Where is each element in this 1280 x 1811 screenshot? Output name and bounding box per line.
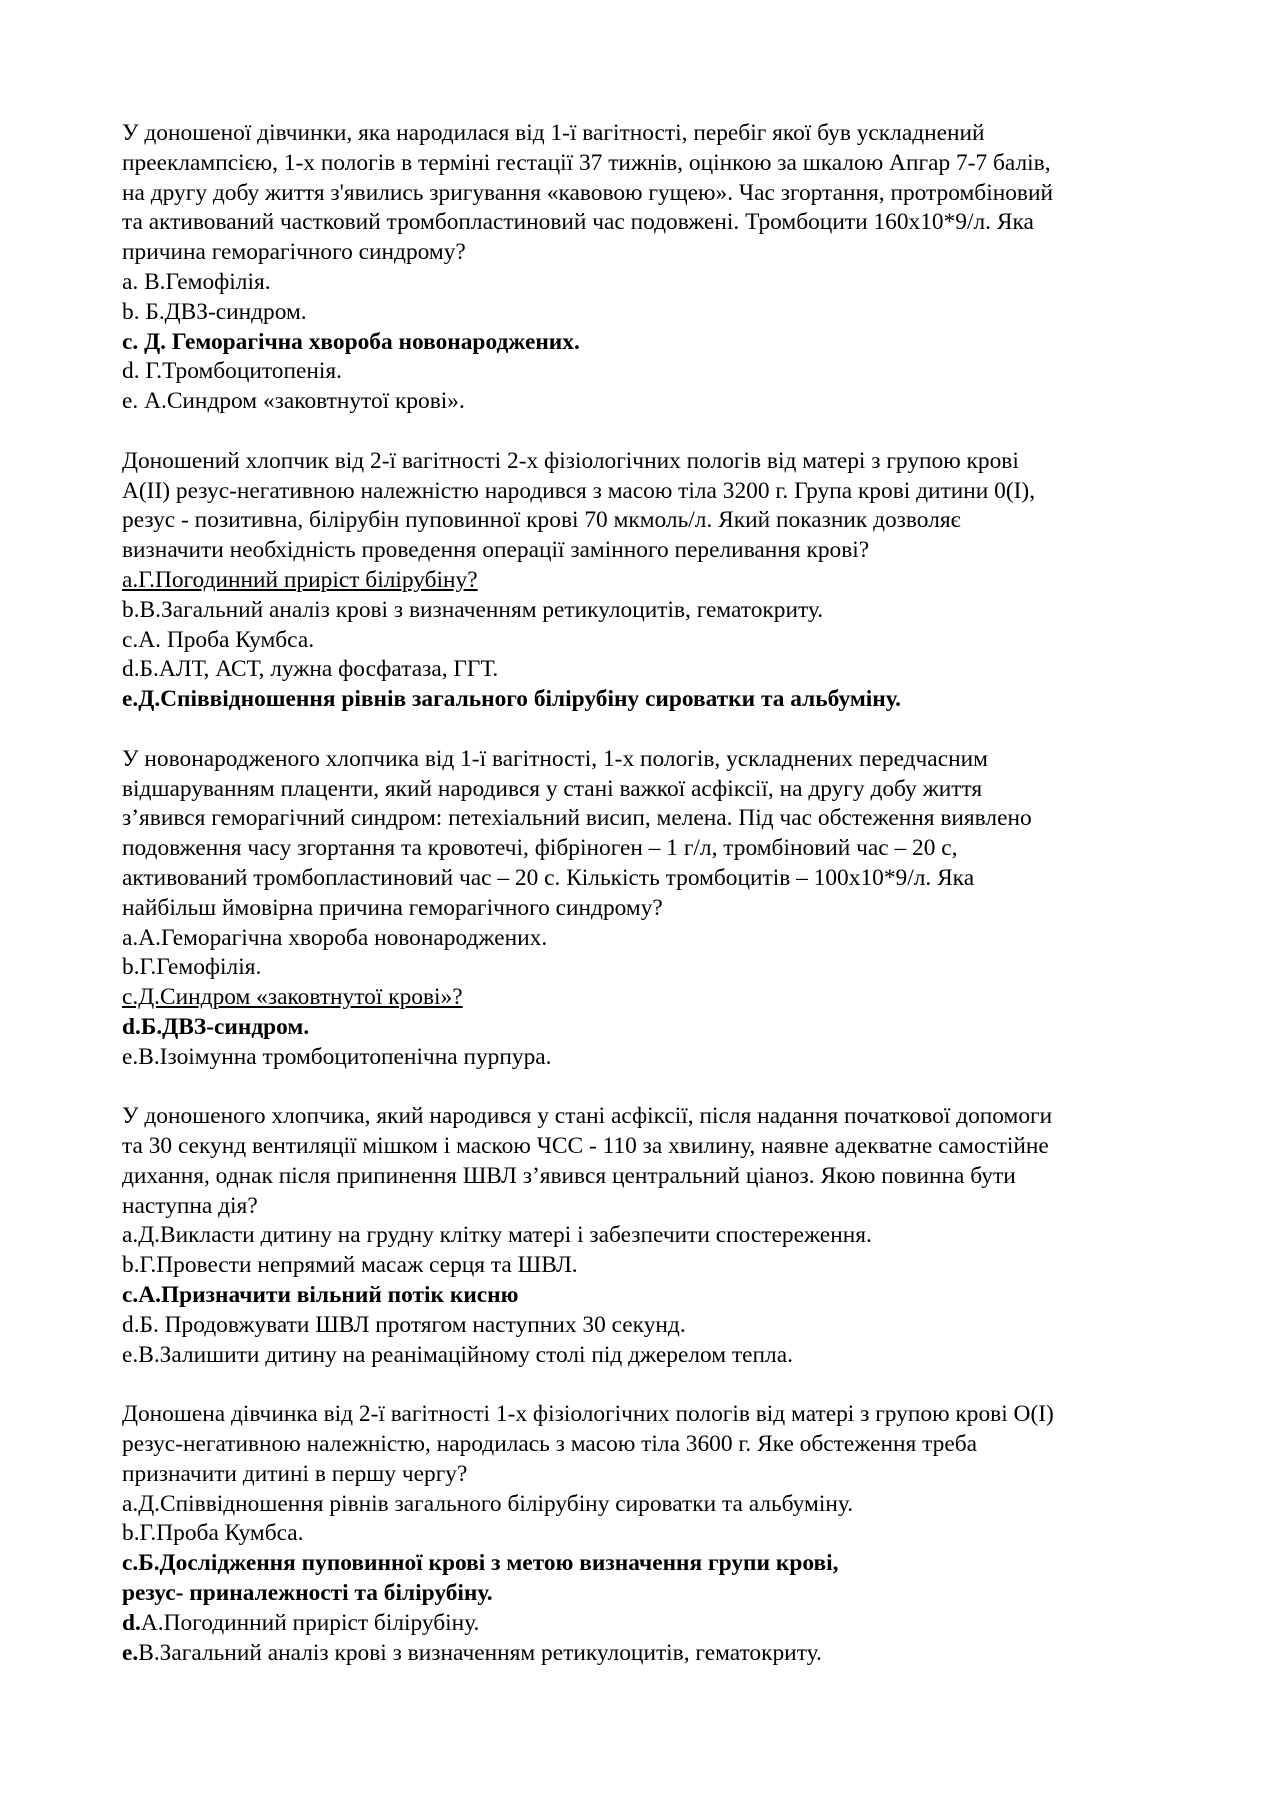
answer-option	[122, 1519, 1182, 1549]
answer-option-text: a. В.Гемофілія.	[122, 268, 271, 295]
answer-option-text: e.В.Залишити дитину на реанімаційному столі під джерелом тепла.	[122, 1341, 793, 1368]
answer-option-text: a.Д.Викласти дитину на грудну клітку матері і забезпечити спостереження.	[122, 1222, 872, 1249]
answer-option	[122, 298, 1182, 328]
answer-option	[122, 655, 1182, 685]
answer-options	[122, 924, 1182, 1073]
answer-option	[122, 1013, 1182, 1043]
question-stem-line: активований тромбопластиновий час – 20 с. Кількість тромбоцитів – 100х10*9/л. Яка	[122, 864, 975, 891]
answer-option	[122, 268, 1182, 298]
answer-option-text: b.В.Загальний аналіз крові з визначенням ретикулоцитів, гематокриту.	[122, 596, 824, 623]
question-stem	[122, 447, 1182, 566]
answer-option	[122, 1043, 1182, 1073]
answer-option-text: c.А. Проба Кумбса.	[122, 626, 315, 653]
answer-option-text: d.Б.АЛТ, АСТ, лужна фосфатаза, ГГТ.	[122, 656, 499, 683]
answer-option	[122, 328, 1182, 358]
question-stem-line: У новонародженого хлопчика від 1-ї вагітності, 1-х пологів, ускладнених передчасним	[122, 745, 988, 772]
question-block	[122, 447, 1182, 715]
question-block	[122, 119, 1182, 417]
answer-option	[122, 1549, 1182, 1609]
answer-option	[122, 924, 1182, 954]
question-stem	[122, 1102, 1182, 1221]
question-stem-line: дихання, однак після припинення ШВЛ з’явився центральний ціаноз. Якою повинна бути	[122, 1162, 1016, 1189]
answer-options	[122, 1221, 1182, 1370]
answer-option	[122, 1490, 1182, 1520]
question-stem-line: призначити дитині в першу чергу?	[122, 1460, 468, 1487]
question-stem-line: У доношеного хлопчика, який народився у стані асфіксії, після надання початкової допомоги	[122, 1103, 1053, 1130]
question-stem-line: відшаруванням плаценти, який народився у стані важкої асфіксії, на другу добу життя	[122, 775, 983, 802]
question-stem-line: та 30 секунд вентиляції мішком і маскою ЧСС - 110 за хвилину, наявне адекватне самостійне	[122, 1133, 1049, 1160]
answer-option-text: b. Б.ДВЗ-синдром.	[122, 298, 307, 325]
question-stem-line: А(ІІ) резус-негативною належністю народився з масою тіла 3200 г. Група крові дитини 0(І),	[122, 477, 1036, 504]
answer-option	[122, 566, 1182, 596]
question-block	[122, 1102, 1182, 1370]
answer-option-text: d.Б.ДВЗ-синдром.	[122, 1013, 310, 1040]
question-stem-line: на другу добу життя з'явились зригування «кавовою гущею». Час згортання, протромбіновий	[122, 179, 1053, 206]
answer-option-text: e.В.Ізоімунна тромбоцитопенічна пурпура.	[122, 1043, 552, 1070]
answer-option	[122, 983, 1182, 1013]
document-page	[122, 119, 1182, 1698]
answer-option	[122, 953, 1182, 983]
question-block	[122, 745, 1182, 1073]
question-stem-line: наступна дія?	[122, 1192, 258, 1219]
answer-option-text: c. Д. Геморагічна хвороба новонароджених.	[122, 328, 580, 355]
answer-options	[122, 268, 1182, 417]
answer-option-text: c.Д.Синдром «заковтнутої крові»?	[122, 984, 463, 1011]
answer-option-letter: e.	[122, 1639, 139, 1666]
question-stem-line: резус - позитивна, білірубін пуповинної крові 70 мкмоль/л. Який показник дозволяє	[122, 507, 961, 534]
question-stem-line: Доношена дівчинка від 2-ї вагітності 1-х фізіологічних пологів від матері з групою крові О(І)	[122, 1401, 1054, 1428]
answer-option-text: d.Б. Продовжувати ШВЛ протягом наступних 30 секунд.	[122, 1311, 686, 1338]
answer-option-letter: d.	[122, 1609, 141, 1636]
answer-option-text: e.Д.Співвідношення рівнів загального білірубіну сироватки та альбуміну.	[122, 686, 901, 713]
question-stem-line: Доношений хлопчик від 2-ї вагітності 2-х фізіологічних пологів від матері з групою крові	[122, 447, 1019, 474]
answer-option	[122, 1221, 1182, 1251]
answer-option	[122, 596, 1182, 626]
question-stem-line: причина геморагічного синдрому?	[122, 239, 466, 266]
answer-option	[122, 1311, 1182, 1341]
answer-option	[122, 1341, 1182, 1371]
answer-option	[122, 357, 1182, 387]
answer-option-text: b.Г.Проба Кумбса.	[122, 1520, 304, 1547]
question-stem-line: резус-негативною належністю, народилась з масою тіла 3600 г. Яке обстеження треба	[122, 1431, 978, 1458]
question-stem-line: визначити необхідність проведення операції замінного переливання крові?	[122, 537, 870, 564]
answer-option-text: b.Г.Гемофілія.	[122, 954, 262, 981]
question-stem-line: найбільш ймовірна причина геморагічного синдрому?	[122, 894, 663, 921]
question-stem	[122, 745, 1182, 924]
answer-option-text: d. Г.Тромбоцитопенія.	[122, 358, 343, 385]
question-stem-line: прееклампсією, 1-х пологів в терміні гестації 37 тижнів, оцінкою за шкалою Апгар 7-7 балів,	[122, 149, 1051, 176]
answer-options	[122, 566, 1182, 715]
answer-option-text: резус- приналежності та білірубіну.	[122, 1580, 493, 1607]
answer-option	[122, 626, 1182, 656]
question-stem	[122, 119, 1182, 268]
question-stem-line: У доношеної дівчинки, яка народилася від 1-ї вагітності, перебіг якої був ускладнений	[122, 120, 985, 146]
answer-option	[122, 1609, 1182, 1639]
answer-option-text: b.Г.Провести непрямий масаж серця та ШВЛ.	[122, 1252, 578, 1279]
answer-option-text: c.Б.Дослідження пуповинної крові з метою визначення групи крові,	[122, 1550, 839, 1577]
answer-option	[122, 387, 1182, 417]
answer-option-text: c.А.Призначити вільний потік кисню	[122, 1282, 519, 1309]
answer-option-text: a.А.Геморагічна хвороба новонароджених.	[122, 924, 548, 951]
answer-option	[122, 1251, 1182, 1281]
answer-option-text: А.Погодинний приріст білірубіну.	[140, 1609, 480, 1636]
question-stem-line: подовження часу згортання та кровотечі, фібріноген – 1 г/л, тромбіновий час – 20 с,	[122, 835, 958, 862]
question-block	[122, 1400, 1182, 1668]
question-stem	[122, 1400, 1182, 1489]
answer-option-text: a.Г.Погодинний приріст білірубіну?	[122, 566, 478, 593]
answer-options	[122, 1490, 1182, 1669]
answer-option	[122, 1639, 1182, 1669]
answer-option	[122, 1281, 1182, 1311]
answer-option-text: В.Загальний аналіз крові з визначенням ретикулоцитів, гематокриту.	[138, 1639, 822, 1666]
question-stem-line: з’явився геморагічний синдром: петехіальний висип, мелена. Під час обстеження виявлено	[122, 805, 1032, 832]
question-stem-line: та активований частковий тромбопластиновий час подовжені. Тромбоцити 160х10*9/л. Яка	[122, 209, 1034, 236]
answer-option-text: e. А.Синдром «заковтнутої крові».	[122, 388, 465, 415]
answer-option-text: a.Д.Співвідношення рівнів загального білірубіну сироватки та альбуміну.	[122, 1490, 854, 1517]
answer-option	[122, 685, 1182, 715]
